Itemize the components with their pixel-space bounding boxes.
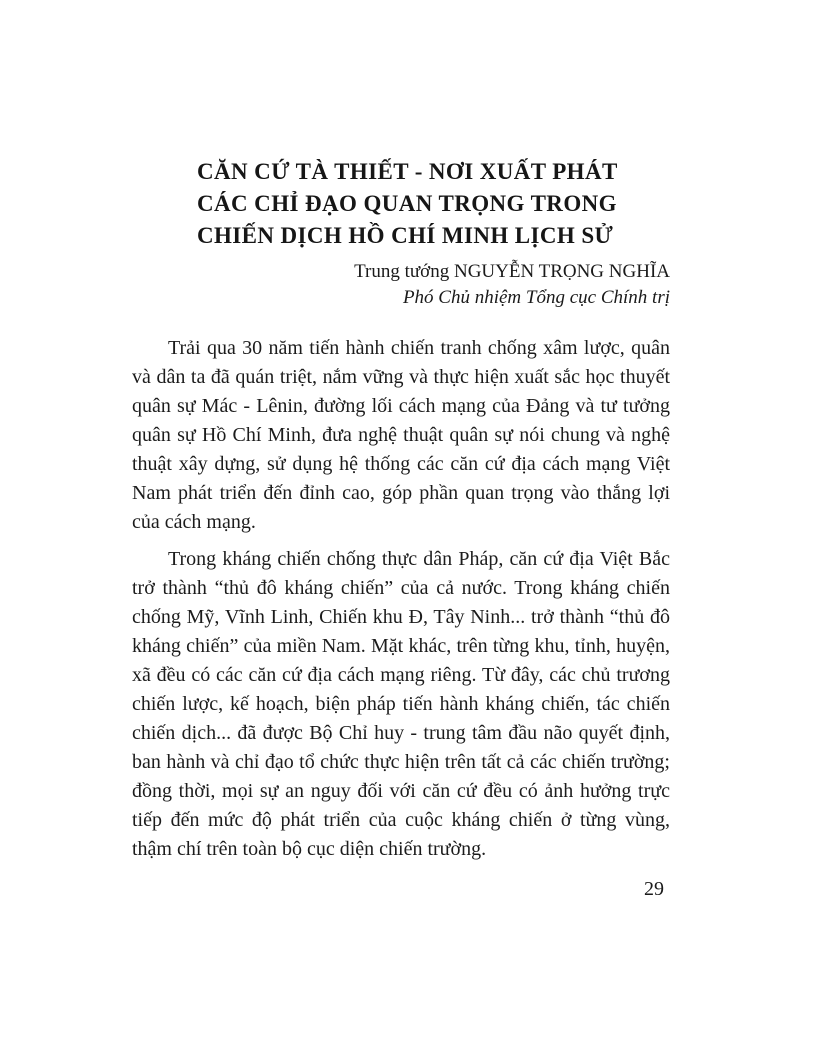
article-title-line-2: CÁC CHỈ ĐẠO QUAN TRỌNG TRONG xyxy=(197,191,617,216)
article-title xyxy=(197,156,618,252)
article-body xyxy=(132,334,670,864)
article-title-line-1: CĂN CỨ TÀ THIẾT - NƠI XUẤT PHÁT xyxy=(197,159,618,184)
paragraph-1: Trải qua 30 năm tiến hành chiến tranh chống xâm lược, quân và dân ta đã quán triệt, nắm vững và thực hiện xuất sắc học thuyết quân sự Mác - Lênin, đường lối cách mạng của Đảng và tư tưởng quân sự Hồ Chí Minh, đưa nghệ thuật quân sự nói chung và nghệ thuật xây dựng, sử dụng hệ thống các căn cứ địa cách mạng Việt Nam phát triển đến đỉnh cao, góp phần quan trọng vào thắng lợi của cách mạng. xyxy=(132,337,670,533)
paragraph-2: Trong kháng chiến chống thực dân Pháp, căn cứ địa Việt Bắc trở thành “thủ đô kháng chiến” của cả nước. Trong kháng chiến chống Mỹ, Vĩnh Linh, Chiến khu Đ, Tây Ninh... trở thành “thủ đô kháng chiến” của miền Nam. Mặt khác, trên từng khu, tỉnh, huyện, xã đều có các căn cứ địa cách mạng riêng. Từ đây, các chủ trương chiến lược, kế hoạch, biện pháp tiến hành kháng chiến, tác chiến chiến dịch... đã được Bộ Chỉ huy - trung tâm đầu não quyết định, ban hành và chỉ đạo tổ chức thực hiện trên tất cả các chiến trường; đồng thời, mọi sự an nguy đối với căn cứ đều có ảnh hưởng trực tiếp đến mức độ phát triển của cuộc kháng chiến ở từng vùng, thậm chí trên toàn bộ cục diện chiến trường. xyxy=(132,548,670,860)
page-number: 29 xyxy=(644,878,664,900)
byline xyxy=(354,259,670,310)
article-title-line-3: CHIẾN DỊCH HỒ CHÍ MINH LỊCH SỬ xyxy=(197,223,614,248)
author-name: Trung tướng NGUYỄN TRỌNG NGHĨA xyxy=(354,261,670,282)
author-role: Phó Chủ nhiệm Tổng cục Chính trị xyxy=(402,287,670,308)
